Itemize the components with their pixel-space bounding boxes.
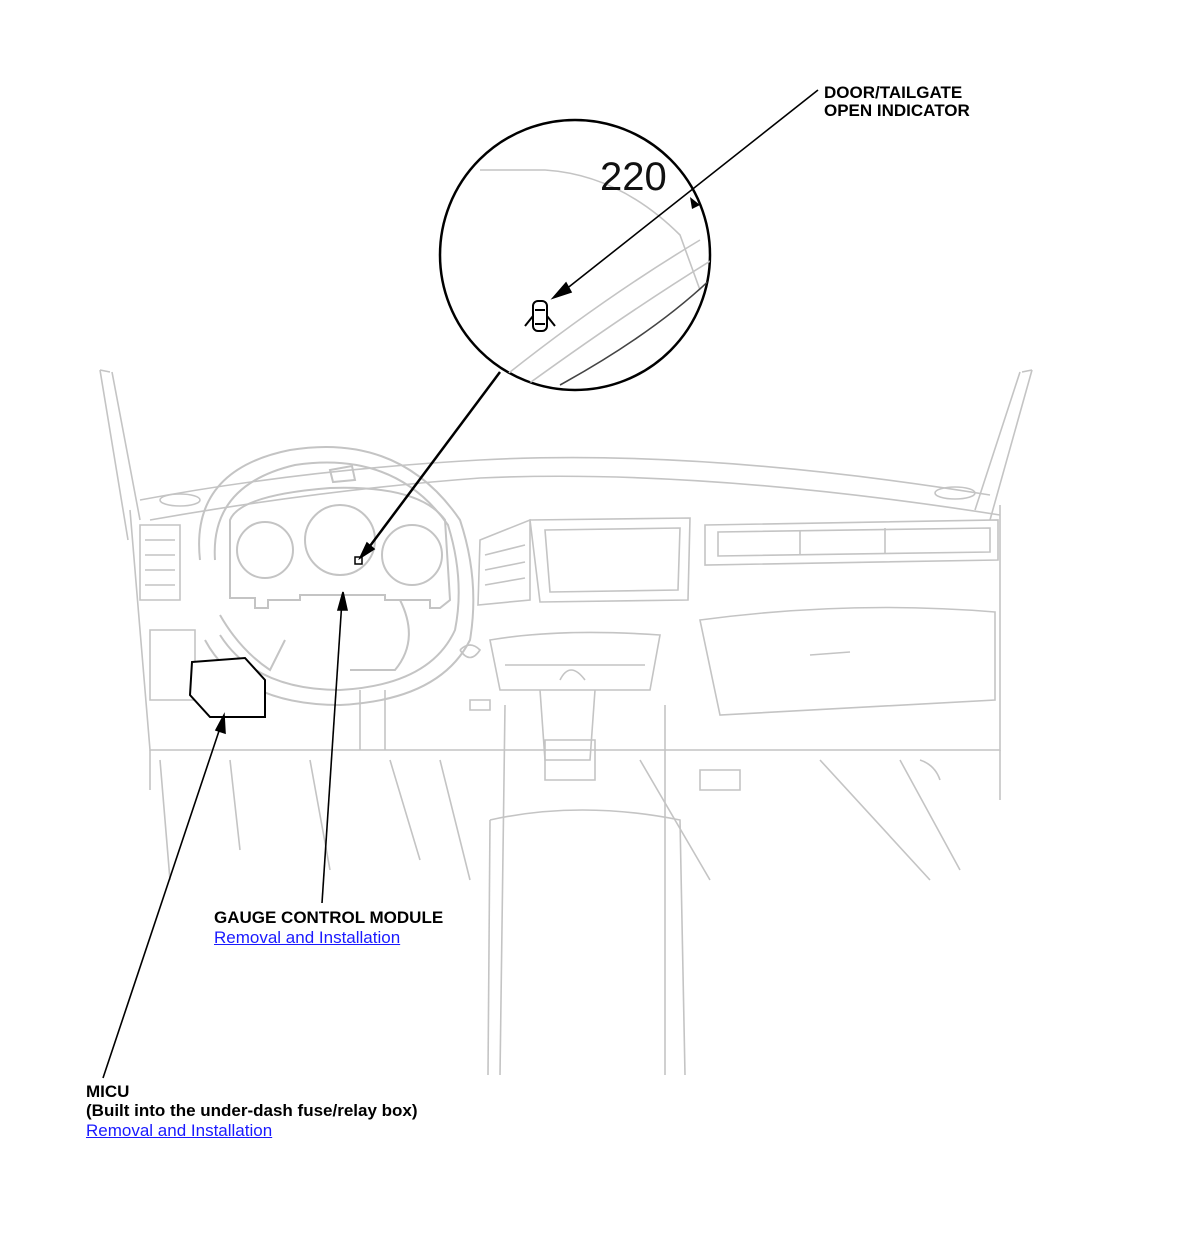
door-indicator-label-line2: OPEN INDICATOR: [824, 101, 970, 120]
micu-removal-link[interactable]: Removal and Installation: [86, 1121, 273, 1140]
micu-box: [190, 658, 265, 717]
gauge-module-removal-link[interactable]: Removal and Installation: [214, 928, 401, 947]
speed-marking: 220: [600, 155, 667, 199]
gauge-module-label: GAUGE CONTROL MODULE: [214, 908, 444, 927]
door-indicator-label-line1: DOOR/TAILGATE: [824, 83, 963, 102]
micu-label: MICU: [86, 1082, 130, 1101]
magnified-inset: [440, 120, 720, 390]
dashboard-outline: [100, 370, 1032, 1075]
gauge-cluster: [230, 488, 450, 608]
micu-subtitle: (Built into the under-dash fuse/relay box): [86, 1101, 418, 1120]
door-indicator-label: [824, 84, 970, 120]
